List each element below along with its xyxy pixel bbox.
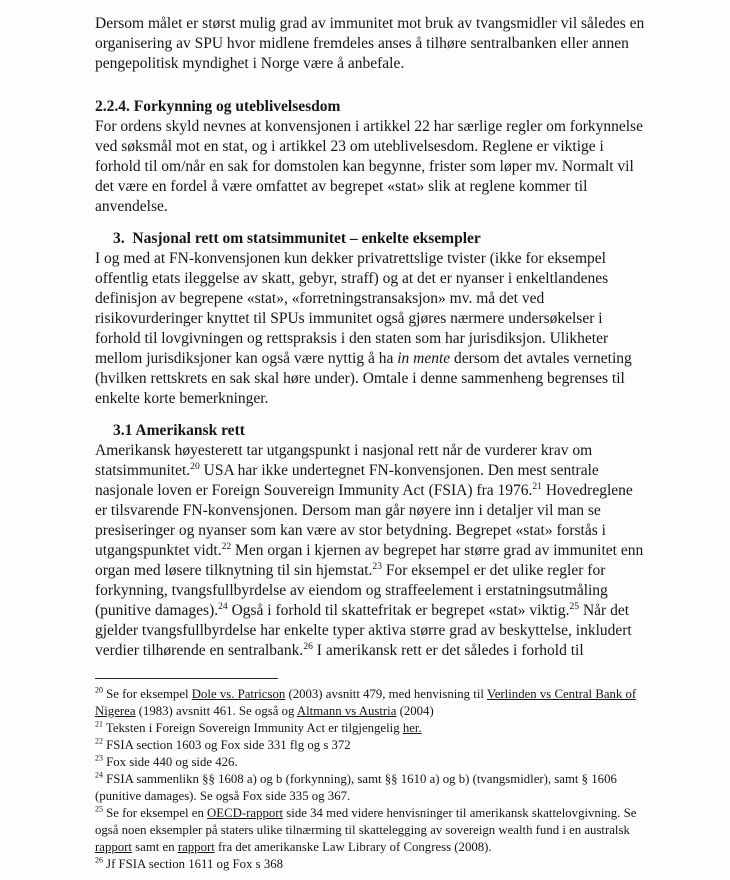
- footnote-26: [95, 856, 646, 873]
- document-link[interactable]: rapport: [177, 840, 215, 854]
- italic-text: in mente: [397, 350, 451, 367]
- text-run: samt en: [131, 840, 178, 854]
- footnote-ref: 23: [372, 560, 382, 572]
- footnote-text: [95, 687, 636, 718]
- text-run: Også i forhold til skattefritak er begrepet «stat» viktig.: [227, 602, 570, 619]
- document-link[interactable]: Verlinden vs Central Bank of Nigerea: [95, 687, 637, 718]
- footnote-text: [103, 738, 351, 752]
- text-run: dersom det avtales verneting (hvilken rettskrets en sak skal høre under). Omtale i denne sammenheng begrenses til enkelte korte bemerkninger.: [95, 350, 632, 407]
- footnote-ref: 21: [532, 480, 542, 492]
- text-run: Fox side 440 og side 426.: [102, 755, 238, 769]
- text-run: For ordens skyld nevnes at konvensjonen i artikkel 22 har særlige regler om forkynnelse ved søksmål mot en stat, og i artikkel 23 om uteblivelsesdom. Reglene er viktige i forhold til om/når en sak for domstolen kan begynne, frister som løper mv. Normalt vil det være en fordel å være omfattet av begrepet «stat» slik at reglene kommer til anvendelse.: [95, 118, 643, 215]
- document-link[interactable]: Altmann vs Austria: [296, 704, 397, 718]
- document-link[interactable]: OECD-rapport: [207, 806, 284, 820]
- document-link[interactable]: rapport: [95, 840, 132, 854]
- footnote-25: [95, 805, 646, 856]
- footnote-number: 21: [95, 719, 103, 729]
- text-run: I amerikansk rett er det således i forhold til: [312, 642, 584, 659]
- text-run: (1983) avsnitt 461. Se også og: [135, 704, 297, 718]
- footnote-text: [103, 857, 283, 871]
- footnote-ref: 22: [221, 540, 232, 552]
- footnotes-section: [95, 686, 646, 873]
- text-run: FSIA section 1603 og Fox side 331 flg og s 372: [102, 738, 351, 752]
- footnote-text: [103, 755, 238, 769]
- footnote-ref: 24: [218, 600, 228, 612]
- footnote-21: [95, 720, 646, 737]
- text-run: Se for eksempel: [102, 687, 192, 701]
- footnote-ref: 25: [569, 600, 580, 612]
- document-link[interactable]: her.: [402, 721, 422, 735]
- text-run: (2004): [396, 704, 434, 718]
- text-run: (2003) avsnitt 479, med henvisning til: [285, 687, 487, 701]
- footnote-ref: 26: [303, 640, 313, 652]
- footnote-22: [95, 737, 646, 754]
- footnote-number: 25: [95, 804, 103, 814]
- text-run: Hovedreglene er tilsvarende FN-konvensjonen. Dersom man går nøyere inn i detaljer vil man se presiseringer og nyanser som kan være av stor betydning. Begrepet «stat» forstås i utgangspunktet vidt.: [95, 482, 633, 559]
- paragraph-nasjonal-rett: [95, 249, 646, 409]
- footnote-number: 24: [95, 770, 103, 780]
- text-run: Teksten i Foreign Sovereign Immunity Act er tilgjengelig: [102, 721, 403, 735]
- section-heading-3: 3. Nasjonal rett om statsimmunitet – enkelte eksempler: [113, 230, 481, 247]
- footnote-number: 20: [95, 685, 103, 695]
- footnote-text: [95, 772, 617, 803]
- footnote-ref: 20: [190, 460, 200, 472]
- text-run: I og med at FN-konvensjonen kun dekker privatrettslige tvister (ikke for eksempel offentlig etats ileggelse av skatt, gebyr, straff) og at det er nyanser i enkeltlandenes definisjon av begrepene «stat», «forretningstransaksjon» mv. må det ved risikovurderinger knyttet til SPUs immunitet også gjøres nærmere undersøkelser i forhold til lovgivningen og rettspraksis i den staten som har jurisdiksjon. Ulikheter mellom jurisdiksjoner kan også være nyttig å ha: [95, 250, 609, 367]
- footnote-separator: [95, 678, 278, 679]
- text-run: Se for eksempel en: [102, 806, 208, 820]
- section-heading-3-1: 3.1 Amerikansk rett: [113, 422, 245, 439]
- text-run: Jf FSIA section 1611 og Fox s 368: [102, 857, 284, 871]
- footnote-text: [95, 806, 636, 854]
- text-run: USA har ikke undertegnet FN-konvensjonen. Den mest sentrale nasjonale loven er Foreign Souvereign Immunity Act (FSIA) fra 1976.: [95, 462, 599, 499]
- text-run: Amerikansk høyesterett tar utgangspunkt i nasjonal rett når de vurderer krav om statsimmunitet.: [95, 442, 593, 479]
- paragraph-forkynning: [95, 117, 646, 217]
- paragraph-intro: [95, 14, 646, 74]
- footnote-number: 22: [95, 736, 103, 746]
- text-run: For eksempel er det ulike regler for forkynning, tvangsfullbyrdelse av eiendom og straffeelement i erstatningsutmåling (punitive damages).: [95, 562, 608, 619]
- text-run: side 34 med videre henvisninger til amerikansk skattelovgivning. Se også noen eksempler på staters ulike tilnærming til skattelegging av sovereign wealth fund i en australsk: [95, 806, 637, 837]
- text-run: fra det amerikanske Law Library of Congress (2008).: [214, 840, 492, 854]
- text-run: FSIA sammenlikn §§ 1608 a) og b (forkynning), samt §§ 1610 a) og b) (tvangsmidler), samt § 1606 (punitive damages). Se også Fox side 335 og 367.: [95, 772, 617, 803]
- text-run: Men organ i kjernen av begrepet har større grad av immunitet enn organ med løsere tilknytning til sin hjemstat.: [95, 542, 644, 579]
- section-heading-2-2-4: 2.2.4. Forkynning og uteblivelsesdom: [95, 98, 341, 115]
- text-run: Dersom målet er størst mulig grad av immunitet mot bruk av tvangsmidler vil således en organisering av SPU hvor midlene fremdeles anses å tilhøre sentralbanken eller annen pengepolitisk myndighet i Norge være å anbefale.: [95, 15, 645, 72]
- paragraph-amerikansk-rett: [95, 441, 646, 661]
- footnote-23: [95, 754, 646, 771]
- footnote-number: 23: [95, 753, 103, 763]
- footnote-number: 26: [95, 855, 103, 865]
- footnote-20: [95, 686, 646, 720]
- text-run: Når det gjelder tvangsfullbyrdelse har enkelte typer aktiva større grad av beskyttelse, inkludert verdier tilhørende en sentralbank.: [95, 602, 632, 659]
- footnote-24: [95, 771, 646, 805]
- document-link[interactable]: Dole vs. Patricson: [191, 687, 286, 701]
- footnote-text: [103, 721, 422, 735]
